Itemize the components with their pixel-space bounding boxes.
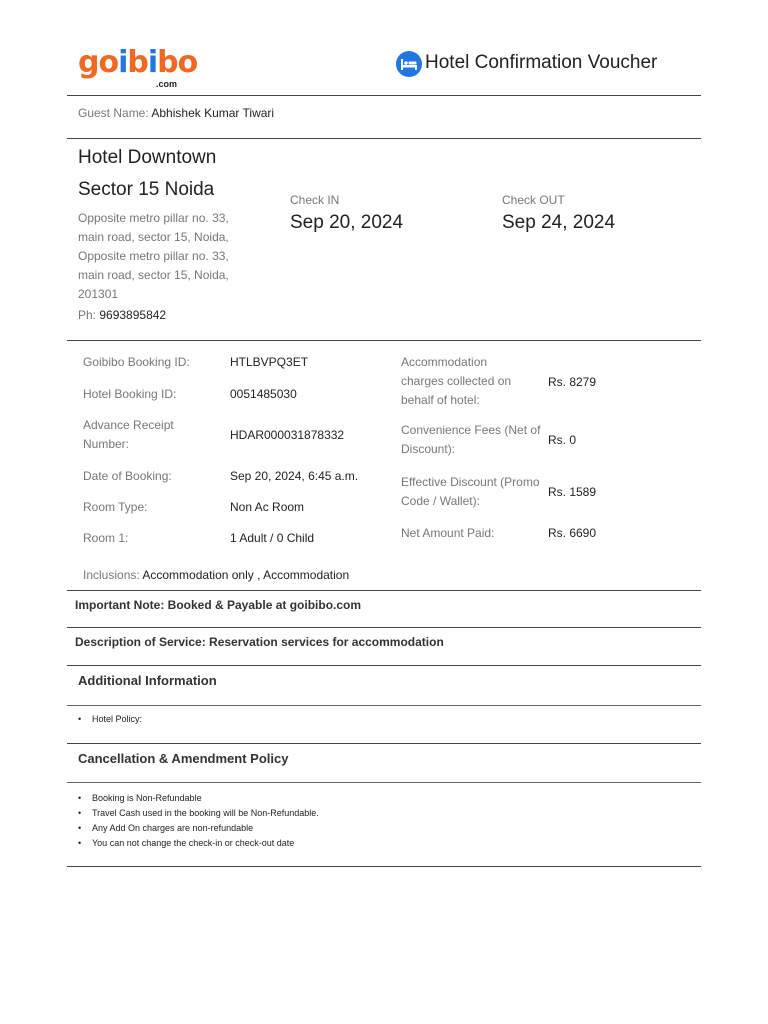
important-note: Important Note: Booked & Payable at goibibo.com: [75, 598, 362, 612]
divider: [67, 705, 701, 706]
advance-receipt-number: HDAR000031878332: [230, 428, 345, 442]
room-type-label: Room Type:: [83, 500, 148, 514]
advance-receipt-label: Advance Receipt Number:: [83, 418, 174, 451]
room1-occupancy: 1 Adult / 0 Child: [230, 531, 315, 545]
accommodation-charges: Rs. 8279: [548, 375, 597, 389]
additional-info-title: Additional Information: [78, 673, 217, 688]
divider: [67, 782, 701, 783]
inclusions: [83, 568, 349, 582]
hotel-address: Opposite metro pillar no. 33, main road, sector 15, Noida, Opposite metro pillar no. 33, main road, sector 15, Noida, 201301: [78, 211, 229, 301]
inclusions-label: Inclusions:: [83, 568, 140, 582]
hotel-booking-id: 0051485030: [230, 387, 297, 401]
checkin-label: Check IN: [290, 193, 340, 207]
convenience-fees: Rs. 0: [548, 433, 577, 447]
net-amount-label: Net Amount Paid:: [401, 526, 495, 540]
divider: [67, 138, 701, 139]
effective-discount: Rs. 1589: [548, 485, 597, 499]
additional-info-list: [78, 712, 142, 727]
list-item: • Hotel Policy:: [78, 712, 142, 727]
inclusions-value: Accommodation only , Accommodation: [142, 568, 350, 582]
goibibo-booking-id: HTLBVPQ3ET: [230, 355, 309, 369]
voucher-title: Hotel Confirmation Voucher: [425, 52, 658, 73]
phone-label: Ph:: [78, 308, 97, 322]
checkout-label: Check OUT: [502, 193, 565, 207]
goibibo-booking-id-label: Goibibo Booking ID:: [83, 355, 190, 369]
convenience-fees-label: Convenience Fees (Net of Discount):: [401, 423, 541, 456]
logo-suffix: .com: [156, 79, 178, 89]
booking-date: Sep 20, 2024, 6:45 a.m.: [230, 469, 359, 483]
divider: [67, 590, 701, 591]
hotel-name: Hotel Downtown: [78, 147, 217, 168]
list-item: • Any Add On charges are non-refundable: [78, 821, 319, 836]
phone-value: 9693895842: [99, 308, 167, 322]
hotel-bed-icon: [396, 51, 422, 77]
net-amount-paid: Rs. 6690: [548, 526, 597, 540]
divider: [67, 340, 701, 341]
bed-glyph: [400, 57, 418, 71]
divider: [67, 743, 701, 744]
guest-name-label: Guest Name:: [78, 106, 149, 120]
logo-part: i: [118, 45, 128, 80]
divider: [67, 866, 701, 867]
effective-discount-label: Effective Discount (Promo Code / Wallet):: [401, 475, 540, 508]
hotel-location: Sector 15 Noida: [78, 179, 215, 200]
booking-date-label: Date of Booking:: [83, 469, 172, 483]
list-item: • Booking is Non-Refundable: [78, 791, 319, 806]
hotel-phone: [78, 306, 166, 325]
divider: [67, 665, 701, 666]
logo-part: b: [127, 45, 148, 80]
guest-name-value: Abhishek Kumar Tiwari: [151, 106, 275, 120]
list-item: • You can not change the check-in or check-out date: [78, 836, 319, 851]
accommodation-charges-label: Accommodation charges collected on behalf of hotel:: [401, 355, 512, 407]
checkin-date: Sep 20, 2024: [290, 212, 404, 233]
divider: [67, 95, 701, 96]
goibibo-logo: [78, 45, 198, 89]
list-item: • Travel Cash used in the booking will be Non-Refundable.: [78, 806, 319, 821]
divider: [67, 627, 701, 628]
hotel-booking-id-label: Hotel Booking ID:: [83, 387, 177, 401]
room1-label: Room 1:: [83, 531, 129, 545]
guest-name: [78, 104, 274, 123]
service-description: Description of Service: Reservation services for accommodation: [75, 635, 444, 649]
checkout-date: Sep 24, 2024: [502, 212, 616, 233]
cancellation-policy-list: [78, 791, 319, 851]
logo-part: i: [147, 45, 158, 80]
room-type: Non Ac Room: [230, 500, 305, 514]
logo-part: bo: [157, 45, 198, 80]
cancellation-policy-title: Cancellation & Amendment Policy: [78, 751, 289, 766]
logo-part: go: [78, 45, 119, 80]
